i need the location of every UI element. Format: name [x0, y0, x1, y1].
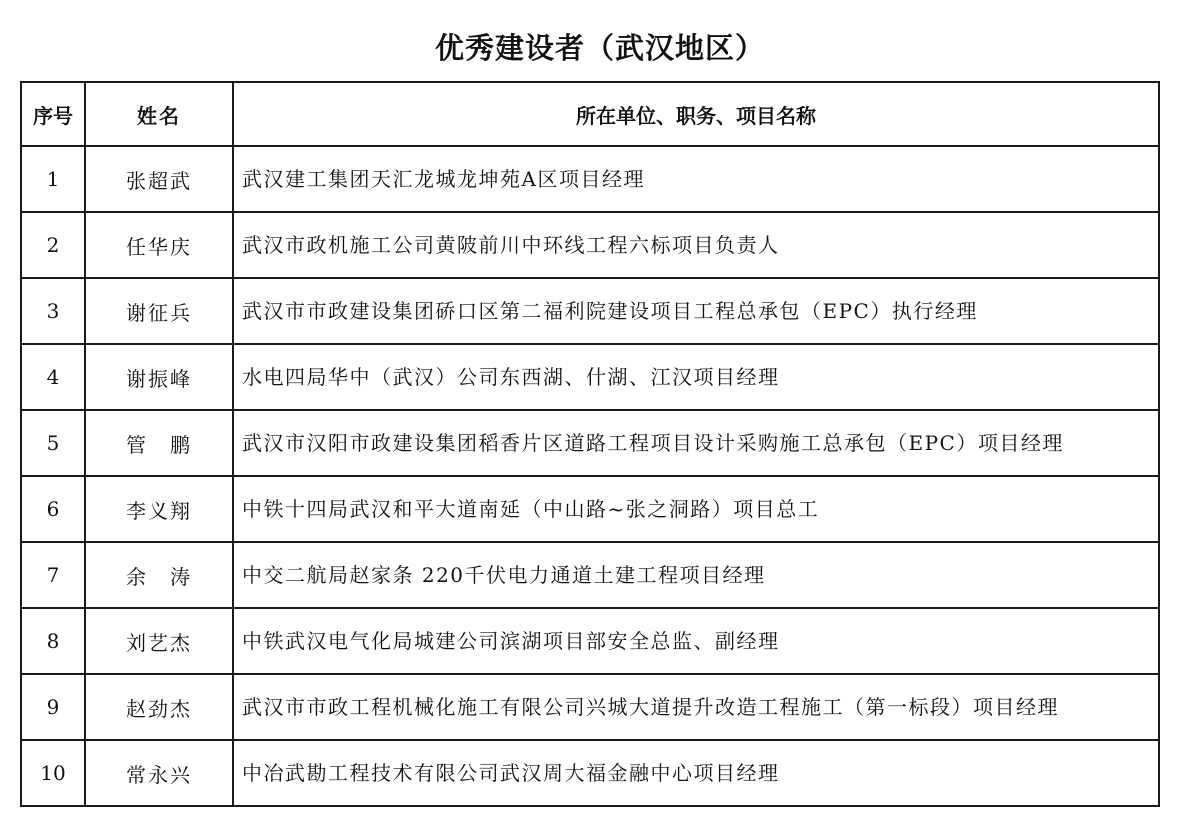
row-number: 1 [21, 146, 85, 212]
row-name: 刘艺杰 [85, 608, 233, 674]
row-description: 水电四局华中（武汉）公司东西湖、什湖、江汉项目经理 [242, 364, 780, 389]
column-header-unit-position-project: 所在单位、职务、项目名称 [233, 82, 1159, 146]
row-description-cell [233, 476, 1159, 542]
row-description: 武汉建工集团天汇龙城龙坤苑A区项目经理 [242, 166, 645, 191]
table-row [21, 740, 1159, 806]
row-name: 常永兴 [85, 740, 233, 806]
table-row [21, 344, 1159, 410]
row-description-cell [233, 344, 1159, 410]
row-description-cell [233, 146, 1159, 212]
table-row [21, 476, 1159, 542]
row-description: 中铁十四局武汉和平大道南延（中山路~张之洞路）项目总工 [242, 496, 820, 521]
row-number: 2 [21, 212, 85, 278]
row-name: 余 涛 [85, 542, 233, 608]
row-description-cell [233, 278, 1159, 344]
row-name: 谢征兵 [85, 278, 233, 344]
table-row [21, 542, 1159, 608]
row-description-cell [233, 674, 1159, 740]
table-row [21, 410, 1159, 476]
row-name: 谢振峰 [85, 344, 233, 410]
row-description-cell [233, 542, 1159, 608]
table-row [21, 212, 1159, 278]
column-header-name: 姓名 [85, 82, 233, 146]
row-description-cell [233, 212, 1159, 278]
row-name: 李义翔 [85, 476, 233, 542]
row-description-cell [233, 740, 1159, 806]
row-number: 9 [21, 674, 85, 740]
row-description-cell [233, 410, 1159, 476]
table-row [21, 674, 1159, 740]
row-description: 武汉市市政建设集团硚口区第二福利院建设项目工程总承包（EPC）执行经理 [242, 298, 978, 323]
row-number: 5 [21, 410, 85, 476]
row-description-cell [233, 608, 1159, 674]
table-row [21, 146, 1159, 212]
row-description: 中交二航局赵家条 220千伏电力通道土建工程项目经理 [242, 562, 766, 587]
row-number: 6 [21, 476, 85, 542]
row-description: 武汉市市政工程机械化施工有限公司兴城大道提升改造工程施工（第一标段）项目经理 [242, 694, 1059, 719]
row-name: 赵劲杰 [85, 674, 233, 740]
row-description: 武汉市汉阳市政建设集团稻香片区道路工程项目设计采购施工总承包（EPC）项目经理 [242, 430, 1064, 455]
page-title: 优秀建设者（武汉地区） [434, 31, 765, 65]
row-name: 任华庆 [85, 212, 233, 278]
row-description: 武汉市政机施工公司黄陂前川中环线工程六标项目负责人 [242, 232, 780, 257]
table-row [21, 278, 1159, 344]
row-description: 中铁武汉电气化局城建公司滨湖项目部安全总监、副经理 [242, 628, 780, 653]
row-number: 10 [21, 740, 85, 806]
column-header-number: 序号 [21, 82, 85, 146]
table-header-row [21, 82, 1159, 146]
row-description: 中冶武勘工程技术有限公司武汉周大福金融中心项目经理 [242, 760, 780, 785]
row-name: 管 鹏 [85, 410, 233, 476]
row-number: 7 [21, 542, 85, 608]
table-row [21, 608, 1159, 674]
honor-list-table [20, 81, 1160, 807]
row-name: 张超武 [85, 146, 233, 212]
row-number: 4 [21, 344, 85, 410]
row-number: 3 [21, 278, 85, 344]
row-number: 8 [21, 608, 85, 674]
